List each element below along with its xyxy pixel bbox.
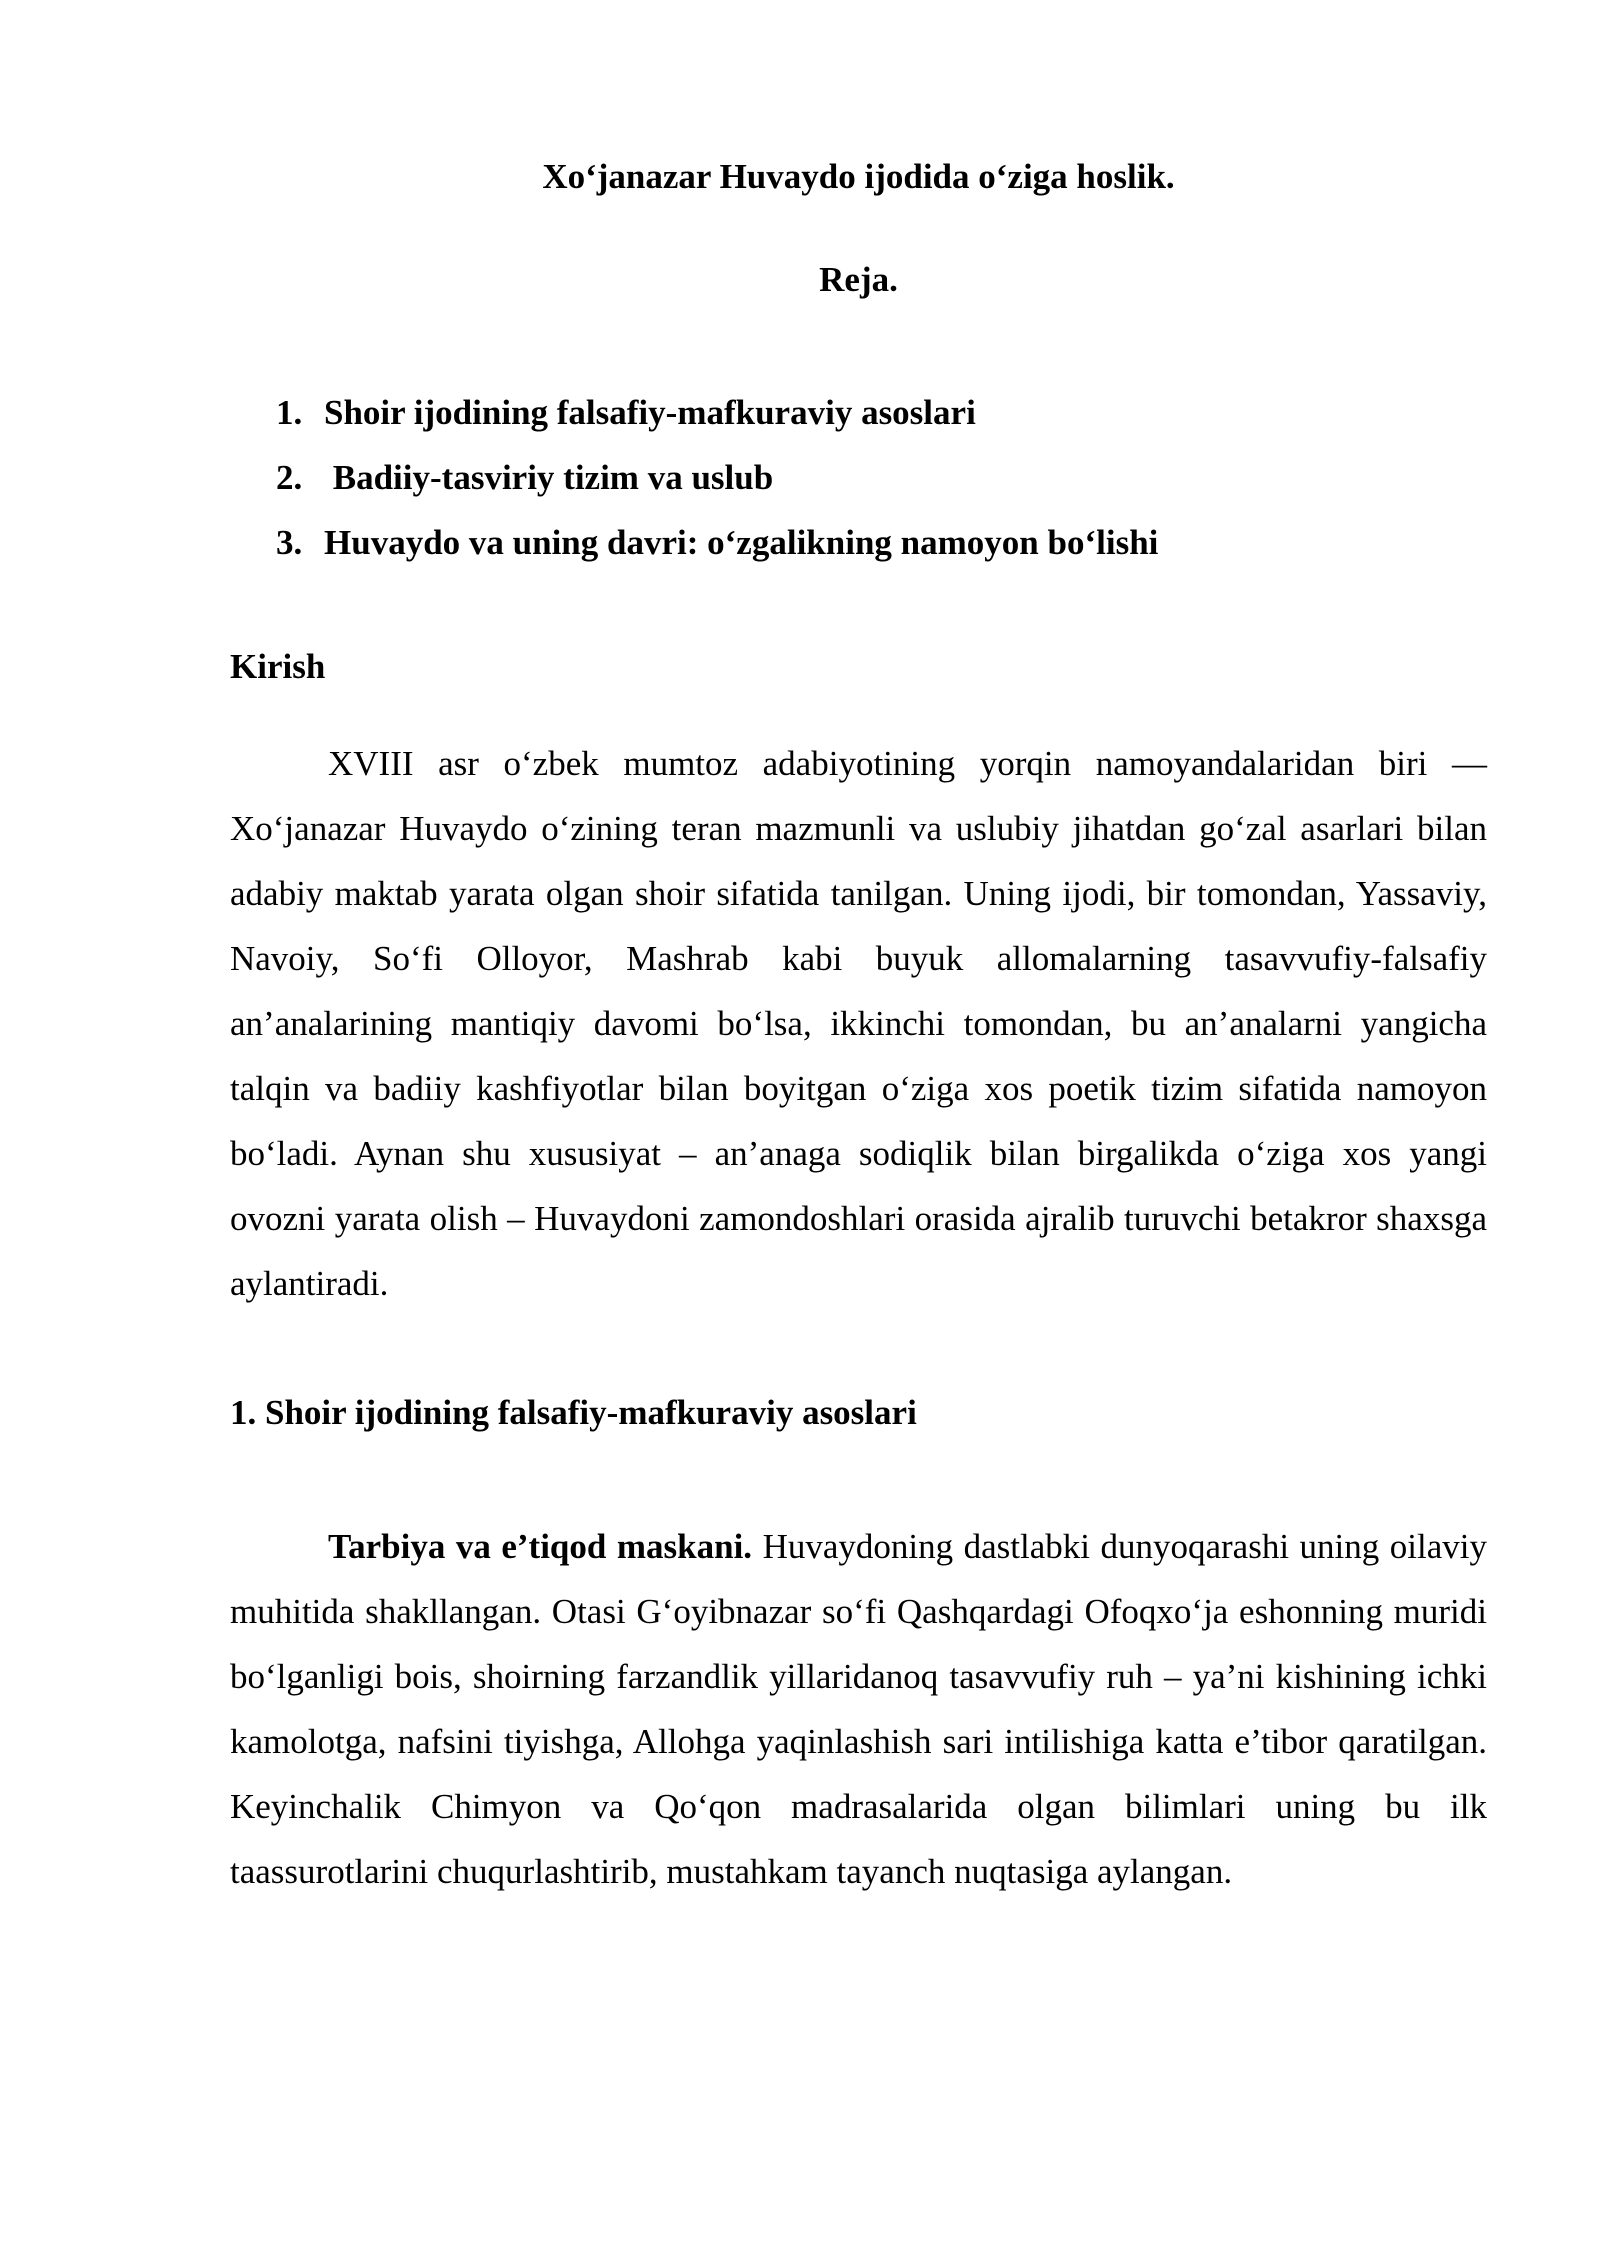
section-body-text: Huvaydoning dastlabki dunyoqarashi uning oilaviy muhitida shakllangan. Otasi G‘oyibnazar so‘fi Qashqardagi Ofoqxo‘ja eshonning muridi bo‘lganligi bois, shoirning farzandlik yillaridanoq tasavvufiy ruh – ya’ni kishining ichki kamolotga, nafsini tiyishga, Allohga yaqinlashish sari intilishiga katta e’tibor qaratilgan. Keyinchalik Chimyon va Qo‘qon madrasalarida olgan bilimlari uning bu ilk taassurotlarini chuqurlashtirib, mustahkam tayanch nuqtasiga aylangan. xyxy=(230,1527,1487,1891)
plan-item-text: Shoir ijodining falsafiy-mafkuraviy asoslari xyxy=(324,393,976,432)
section-heading: 1. Shoir ijodining falsafiy-mafkuraviy asoslari xyxy=(230,1393,917,1432)
plan-item-text: Badiiy-tasviriy tizim va uslub xyxy=(324,458,774,497)
document-title: Xo‘janazar Huvaydo ijodida o‘ziga hoslik. xyxy=(542,157,1175,196)
plan-item-number: 1. xyxy=(276,393,303,432)
plan-item-text: Huvaydo va uning davri: o‘zgalikning namoyon bo‘lishi xyxy=(324,523,1159,562)
plan-item xyxy=(276,510,1158,575)
section-paragraph xyxy=(230,1514,1487,1904)
section-lead-text: Tarbiya va e’tiqod maskani. xyxy=(328,1527,753,1566)
plan-item-number: 2. xyxy=(276,458,303,497)
plan-item xyxy=(276,380,1158,445)
intro-paragraph: XVIII asr o‘zbek mumtoz adabiyotining yorqin namoyandalaridan biri — Xo‘janazar Huvaydo o‘zining teran mazmunli va uslubiy jihatdan go‘zal asarlari bilan adabiy maktab yarata olgan shoir sifatida tanilgan. Uning ijodi, bir tomondan, Yassaviy, Navoiy, So‘fi Olloyor, Mashrab kabi buyuk allomalarning tasavvufiy-falsafiy an’analarining mantiqiy davomi bo‘lsa, ikkinchi tomondan, bu an’analarni yangicha talqin va badiiy kashfiyotlar bilan boyitgan o‘ziga xos poetik tizim sifatida namoyon bo‘ladi. Aynan shu xususiyat – an’anaga sodiqlik bilan birgalikda o‘ziga xos yangi ovozni yarata olish – Huvaydoni zamondoshlari orasida ajralib turuvchi betakror shaxsga aylantiradi. xyxy=(230,744,1487,1303)
plan-heading: Reja. xyxy=(819,260,898,299)
plan-item xyxy=(276,445,1158,510)
plan-list xyxy=(276,380,1158,575)
intro-heading: Kirish xyxy=(230,647,326,686)
plan-item-number: 3. xyxy=(276,523,303,562)
